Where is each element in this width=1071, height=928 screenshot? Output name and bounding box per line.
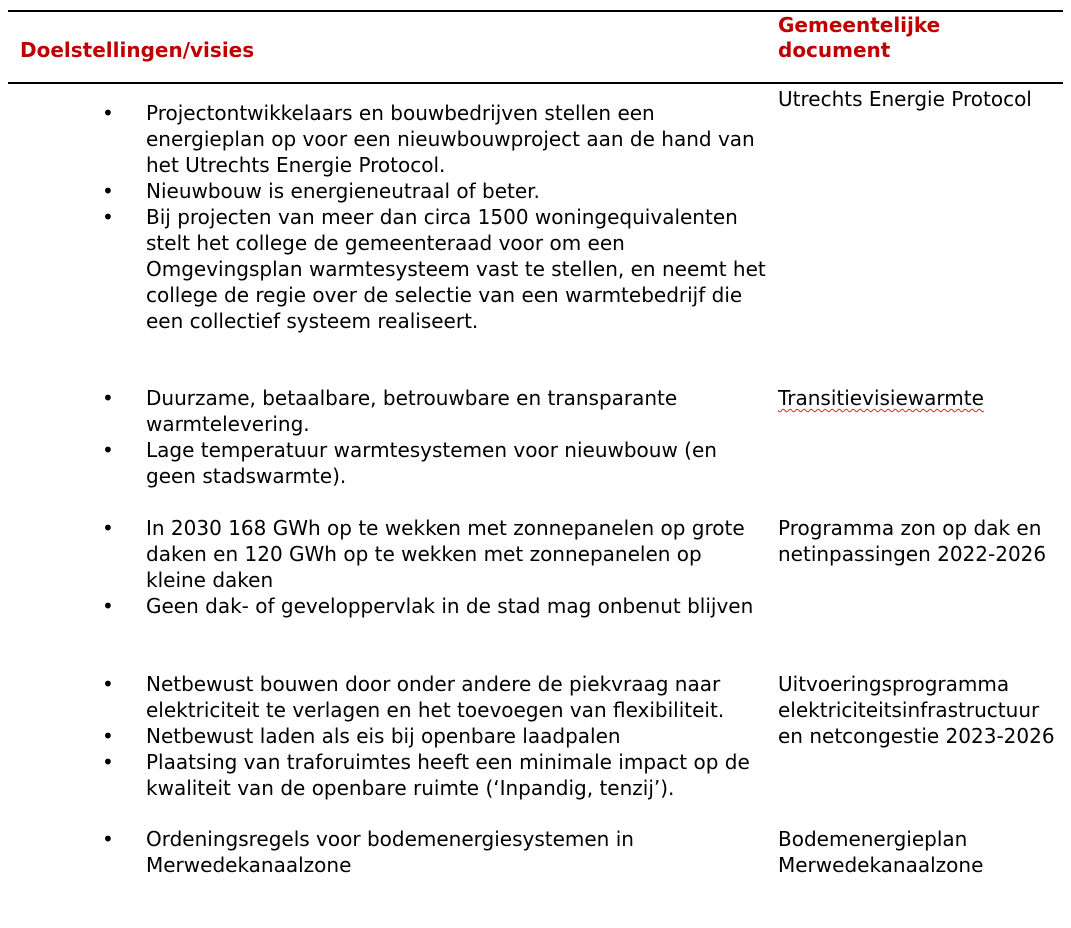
document-name: Programma zon op dak en netinpassingen 2022-2026 <box>778 516 1047 566</box>
list-item: • Duurzame, betaalbare, betrouwbare en transparante warmtelevering. <box>146 385 766 437</box>
list-item: • Ordeningsregels voor bodemenergiesystemen in Merwedekanaalzone <box>146 826 706 878</box>
goals-list <box>146 826 706 878</box>
goals-list <box>146 100 766 334</box>
goals-list <box>146 385 766 489</box>
list-item: • Bij projecten van meer dan circa 1500 woningequivalenten stelt het college de gemeenteraad voor om een Omgevingsplan warmtesysteem vast te stellen, en neemt het college de regie over de selectie van een warmtebedrijf die een collectief systeem realiseert. <box>146 204 766 334</box>
document-name: Bodemenergieplan Merwedekanaalzone <box>778 827 984 877</box>
goals-list <box>146 671 776 801</box>
document-name-text: Transitievisiewarmte <box>778 386 984 410</box>
list-item: • In 2030 168 GWh op te wekken met zonnepanelen op grote daken en 120 GWh op te wekken met zonnepanelen op kleine daken <box>146 515 766 593</box>
header-bottom-rule <box>8 82 1063 84</box>
list-item: • Projectontwikkelaars en bouwbedrijven stellen een energieplan op voor een nieuwbouwproject aan de hand van het Utrechts Energie Protocol. <box>146 100 766 178</box>
goals-list <box>146 515 766 619</box>
list-item: • Plaatsing van traforuimtes heeft een minimale impact op de kwaliteit van de openbare ruimte (‘Inpandig, tenzij’). <box>146 749 776 801</box>
document-name: Uitvoeringsprogramma elektriciteitsinfrastructuur en netcongestie 2023-2026 <box>778 672 1055 748</box>
list-item: • Nieuwbouw is energieneutraal of beter. <box>146 178 766 204</box>
list-item: • Geen dak- of geveloppervlak in de stad mag onbenut blijven <box>146 593 766 619</box>
document-name: Utrechts Energie Protocol <box>778 87 1032 111</box>
list-item: • Netbewust laden als eis bij openbare laadpalen <box>146 723 776 749</box>
list-item: • Netbewust bouwen door onder andere de piekvraag naar elektriciteit te verlagen en het toevoegen van flexibiliteit. <box>146 671 776 723</box>
document-name <box>778 385 1063 411</box>
header-goals: Doelstellingen/visies <box>20 38 255 62</box>
header-document: Gemeentelijke document <box>778 13 941 62</box>
list-item: • Lage temperatuur warmtesystemen voor nieuwbouw (en geen stadswarmte). <box>146 437 766 489</box>
table-top-rule <box>8 10 1063 12</box>
